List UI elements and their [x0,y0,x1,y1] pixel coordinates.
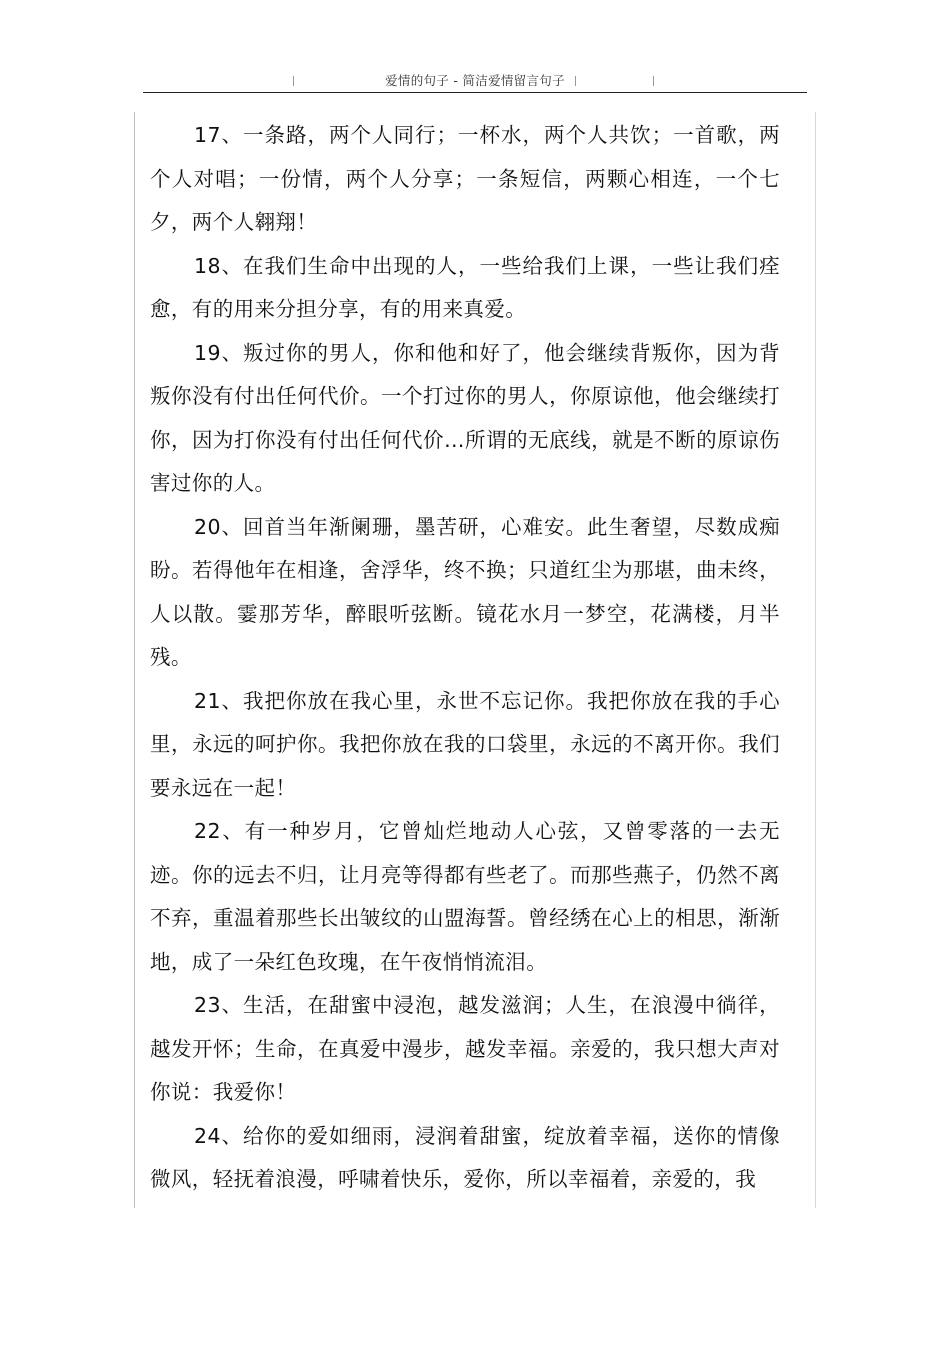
header-tick-mid [575,76,576,86]
frame-right-border [815,112,816,1208]
paragraph-22: 22、有一种岁月，它曾灿烂地动人心弦，又曾零落的一去无迹。你的远去不归，让月亮等得都有些老了。而那些燕子，仍然不离不弃，重温着那些长出皱纹的山盟海誓。曾经绣在心上的相思，渐渐地，成了一朵红色玫瑰，在午夜悄悄流泪。 [150,819,780,974]
header-tick-right [653,76,654,86]
document-body [150,114,780,1202]
page-header [143,66,807,93]
paragraph-20: 20、回首当年渐阑珊，墨苦研，心难安。此生奢望，尽数成痴盼。若得他年在相逢，舍浮华，终不换；只道红尘为那堪，曲未终，人以散。霎那芳华，醉眼听弦断。镜花水月一梦空，花满楼，月半残。 [150,514,780,669]
header-title: 爱情的句子 - 简洁爱情留言句子 [385,73,565,88]
paragraph-24: 24、给你的爱如细雨，浸润着甜蜜，绽放着幸福，送你的情像微风，轻抚着浪漫，呼啸着快乐，爱你，所以幸福着，亲爱的，我 [150,1123,780,1191]
frame-left-border [134,112,135,1208]
paragraph-23: 23、生活，在甜蜜中浸泡，越发滋润；人生，在浪漫中徜徉，越发开怀；生命，在真爱中漫步，越发幸福。亲爱的，我只想大声对你说：我爱你！ [150,993,780,1104]
paragraph-19: 19、叛过你的男人，你和他和好了，他会继续背叛你，因为背叛你没有付出任何代价。一个打过你的男人，你原谅他，他会继续打你，因为打你没有付出任何代价…所谓的无底线，就是不断的原谅伤害过你的人。 [150,340,780,495]
paragraph-21: 21、我把你放在我心里，永世不忘记你。我把你放在我的手心里，永远的呵护你。我把你放在我的口袋里，永远的不离开你。我们要永远在一起！ [150,688,780,800]
paragraph-17: 17、一条路，两个人同行；一杯水，两个人共饮；一首歌，两个人对唱；一份情，两个人分享；一条短信，两颗心相连，一个七夕，两个人翱翔！ [150,123,780,234]
paragraph-18: 18、在我们生命中出现的人，一些给我们上课，一些让我们痊愈，有的用来分担分享，有的用来真爱。 [150,253,780,321]
